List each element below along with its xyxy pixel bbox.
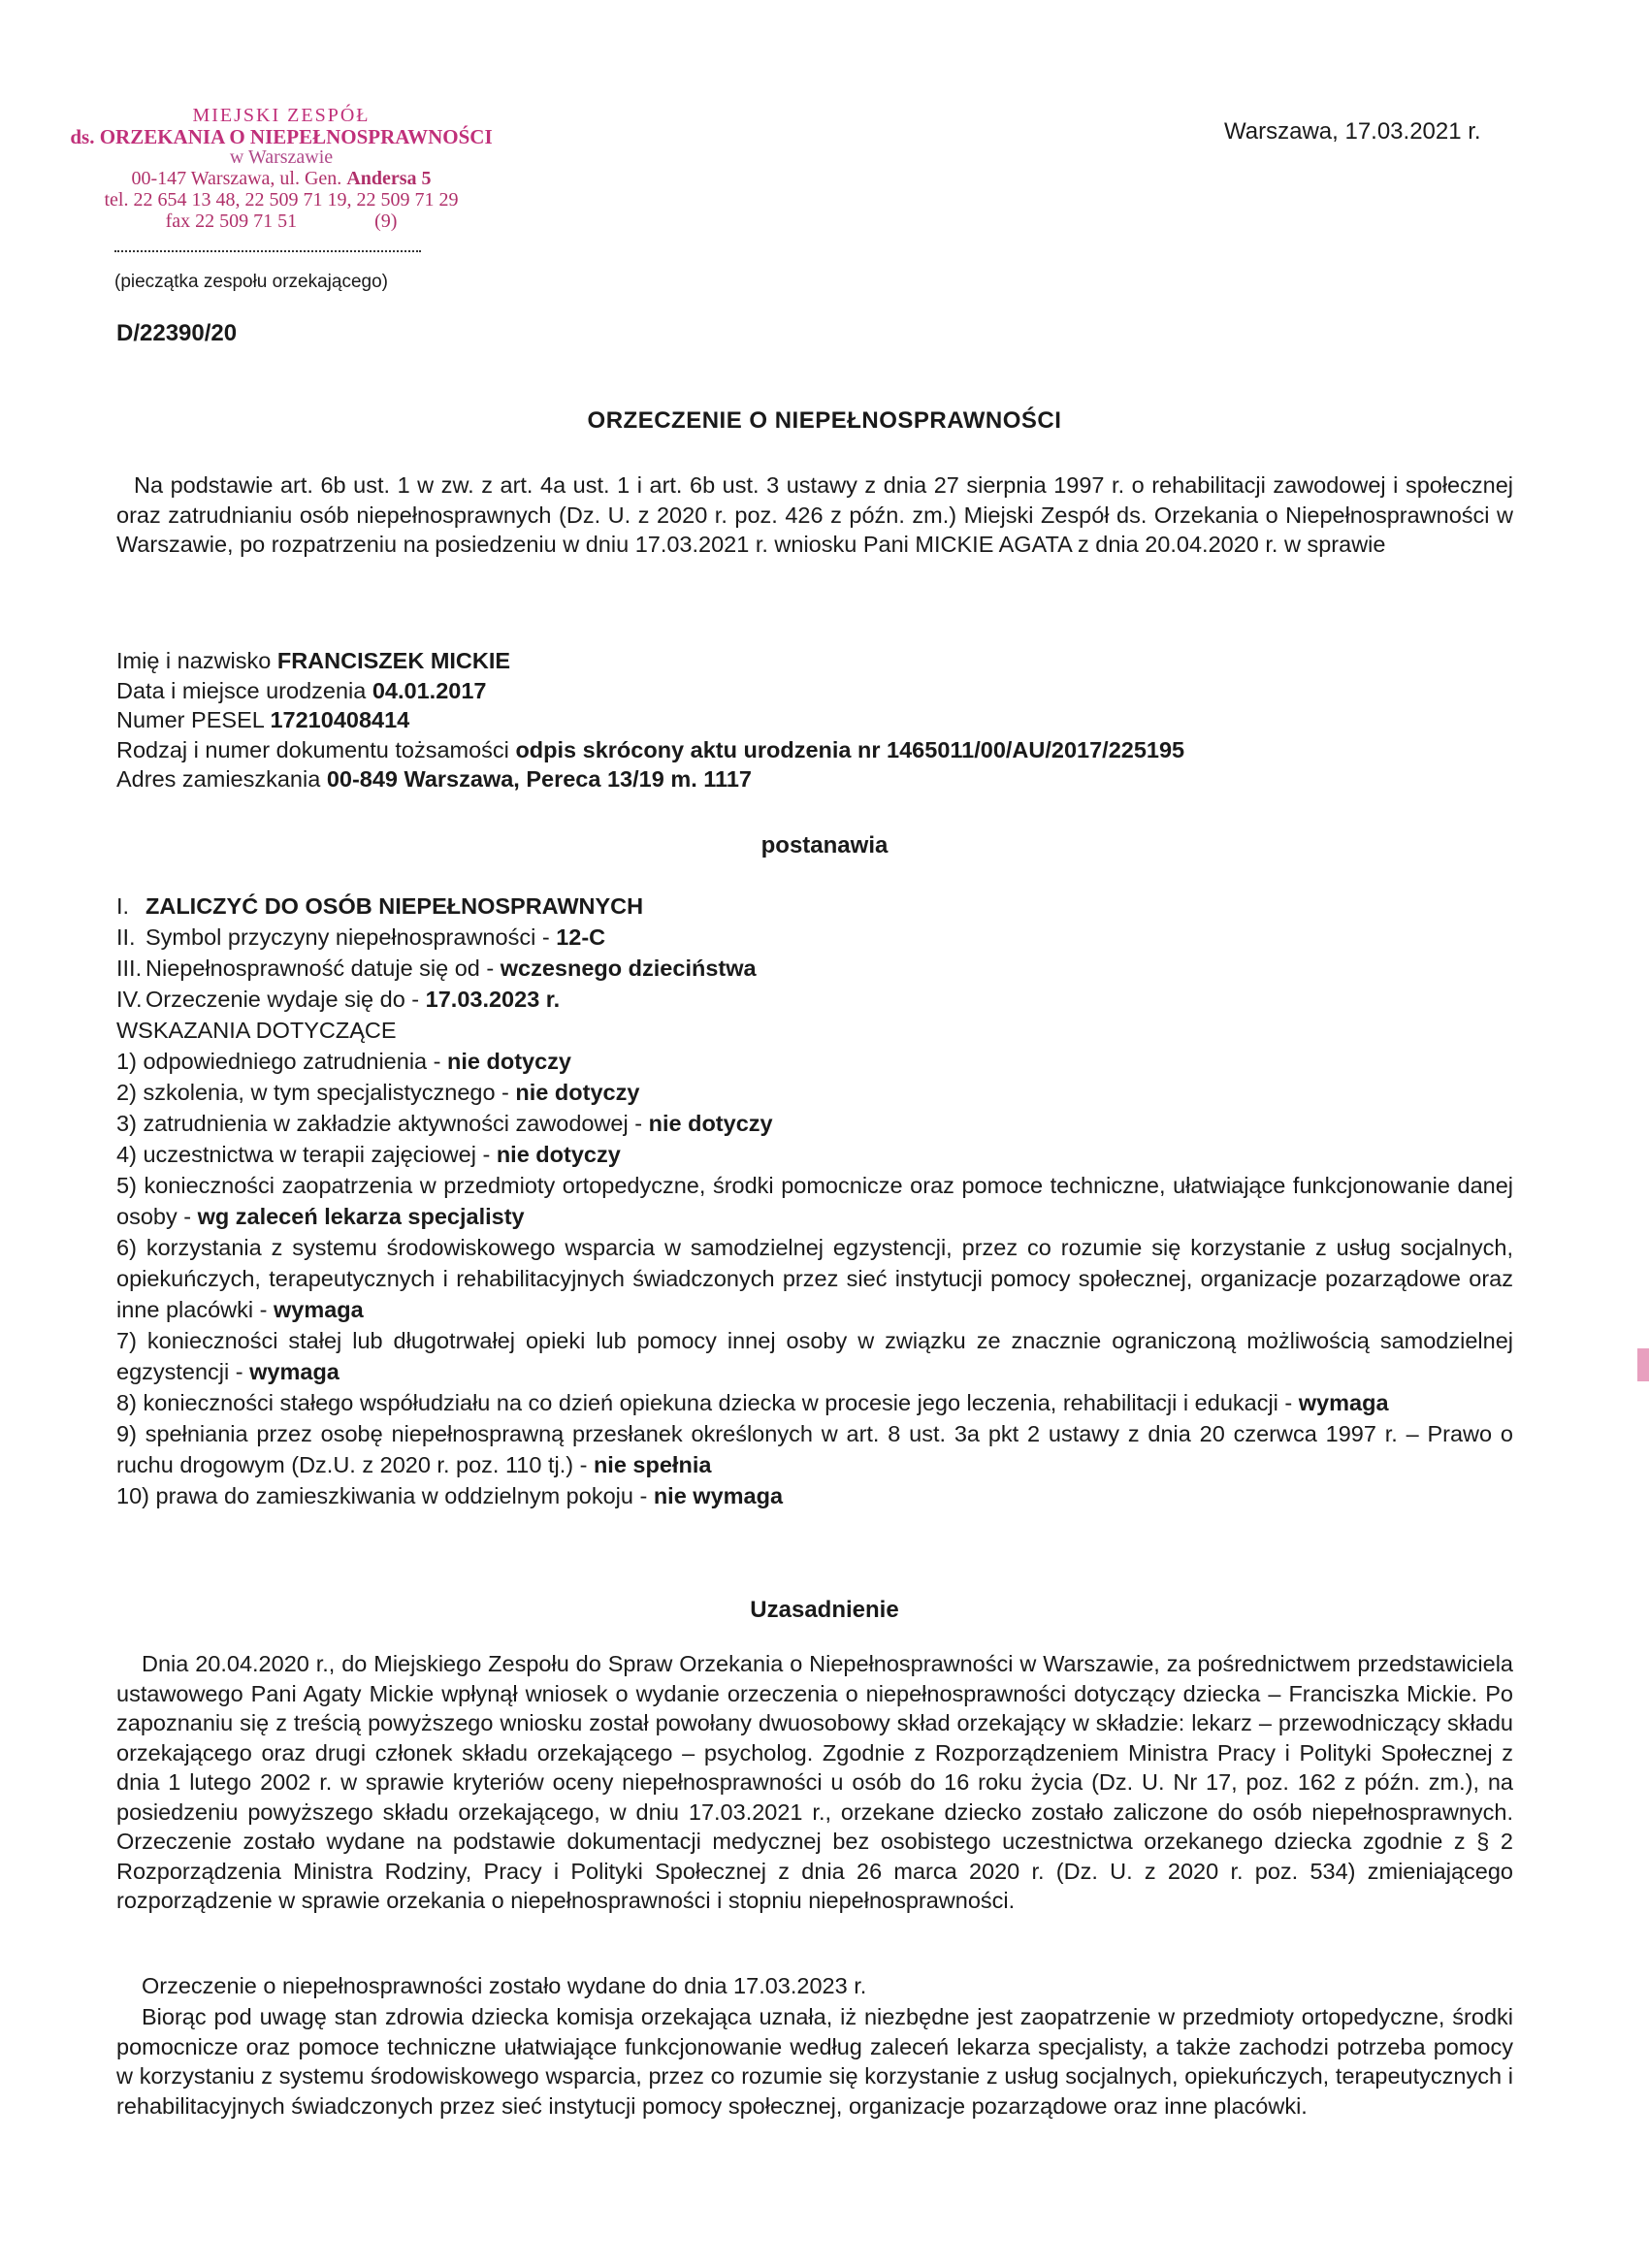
indications-heading: WSKAZANIA DOTYCZĄCE	[116, 1018, 397, 1043]
person-address-row: Adres zamieszkania 00-849 Warszawa, Pereca 13/19 m. 1117	[116, 766, 752, 792]
indication-item: 9) spełniania przez osobę niepełnosprawną przesłanek określonych w art. 8 ust. 3a pkt 2 ustawy z dnia 20 czerwca 1997 r. – Prawo o ruchu drogowym (Dz.U. z 2020 r. poz. 110 tj.) - nie spełnia	[116, 1421, 1513, 1477]
person-birth-date: 04.01.2017	[372, 677, 487, 703]
person-pesel: 17210408414	[270, 707, 410, 732]
person-name: FRANCISZEK MICKIE	[276, 648, 511, 673]
justification-paragraph-2: Orzeczenie o niepełnosprawności zostało wydane do dnia 17.03.2023 r.	[142, 1973, 867, 1998]
stamp-line-6: fax 22 509 71 51 (9)	[165, 211, 398, 232]
intro-paragraph: Na podstawie art. 6b ust. 1 w zw. z art. 4a ust. 1 i art. 6b ust. 3 ustawy z dnia 27 sierpnia 1997 r. o rehabilitacji zawodowej i społecznej oraz zatrudnianiu osób niepełnosprawnych (Dz. U. z 2020 r. poz. 426 z późn. zm.) Miejski Zespół ds. Orzekania o Niepełnosprawności w Warszawie, po rozpatrzeniu na posiedzeniu w dniu 17.03.2021 r. wniosku Pani MICKIE AGATA z dnia 20.04.2020 r. w sprawie	[116, 472, 1513, 557]
stamp-line-2: ds. ORZEKANIA O NIEPEŁNOSPRAWNOŚCI	[70, 125, 493, 148]
person-document: odpis skrócony aktu urodzenia nr 1465011/00/AU/2017/225195	[515, 736, 1185, 762]
decision-iv: IV. Orzeczenie wydaje się do - 17.03.2023 r.	[116, 987, 561, 1012]
indication-item: 6) korzystania z systemu środowiskowego wsparcia w samodzielnej egzystencji, przez co rozumie się korzystanie z usług socjalnych, opiekuńczych, terapeutycznych i rehabilitacyjnych świadczonych przez sieć instytucji pomocy społecznej, organizacje pozarządowe oraz inne placówki - wymaga	[116, 1235, 1513, 1322]
case-number: D/22390/20	[116, 320, 238, 346]
justification-paragraph-1: Dnia 20.04.2020 r., do Miejskiego Zespołu do Spraw Orzekania o Niepełnosprawności w Warszawie, za pośrednictwem przedstawiciela ustawowego Pani Agaty Mickie wpłynął wniosek o wydanie orzeczenia o niepełnosprawności dotyczący dziecka – Franciszka Mickie. Po zapoznaniu się z treścią powyższego wniosku został powołany dwuosobowy skład orzekający w składzie: lekarz – przewodniczący składu orzekającego oraz drugi członek składu orzekającego – psycholog. Zgodnie z Rozporządzeniem Ministra Pracy i Polityki Społecznej z dnia 1 lutego 2002 r. w sprawie kryteriów oceny niepełnosprawności u osób do 16 roku życia (Dz. U. Nr 17, poz. 162 z późn. zm.), na posiedzeniu powyższego składu orzekającego, w dniu 17.03.2021 r., orzekane dziecko zostało zaliczone do osób niepełnosprawnych. Orzeczenie zostało wydane na podstawie dokumentacji medycznej bez osobistego uczestnictwa orzekanego dziecka zgodnie z § 2 Rozporządzenia Ministra Rodziny, Pracy i Polityki Społecznej z dnia 26 marca 2020 r. (Dz. U. z 2020 r. poz. 534) zmieniającego rozporządzenie w sprawie orzekania o niepełnosprawności i stopniu niepełnosprawności.	[116, 1651, 1513, 1913]
office-stamp	[39, 105, 524, 232]
indication-item: 7) konieczności stałej lub długotrwałej opieki lub pomocy innej osoby w związku ze znacznie ograniczoną możliwością samodzielnej egzystencji - wymaga	[116, 1328, 1513, 1384]
person-details	[116, 646, 1513, 794]
stamp-caption: (pieczątka zespołu orzekającego)	[114, 272, 388, 292]
decision-iii: III. Niepełnosprawność datuje się od - wczesnego dzieciństwa	[116, 956, 757, 981]
decision-i: I. ZALICZYĆ DO OSÓB NIEPEŁNOSPRAWNYCH	[116, 893, 644, 919]
person-pesel-row: Numer PESEL 17210408414	[116, 707, 410, 732]
indication-item: 10) prawa do zamieszkiwania w oddzielnym pokoju - nie wymaga	[116, 1483, 784, 1508]
indication-item: 1) odpowiedniego zatrudnienia - nie dotyczy	[116, 1049, 571, 1074]
indication-item: 3) zatrudnienia w zakładzie aktywności zawodowej - nie dotyczy	[116, 1111, 773, 1136]
person-document-row: Rodzaj i numer dokumentu tożsamości odpis skrócony aktu urodzenia nr 1465011/00/AU/2017/225195	[116, 736, 1185, 762]
stamp-line-5: tel. 22 654 13 48, 22 509 71 19, 22 509 71 29	[104, 189, 459, 211]
indication-item: 4) uczestnictwa w terapii zajęciowej - nie dotyczy	[116, 1142, 621, 1167]
stamp-line-1: MIEJSKI ZESPÓŁ	[192, 105, 371, 126]
document-date: Warszawa, 17.03.2021 r.	[1224, 118, 1481, 145]
person-birth-row: Data i miejsce urodzenia 04.01.2017	[116, 677, 487, 703]
indication-item: 5) konieczności zaopatrzenia w przedmioty ortopedyczne, środki pomocnicze oraz pomoce techniczne, ułatwiające funkcjonowanie danej osoby - wg zaleceń lekarza specjalisty	[116, 1173, 1513, 1229]
indication-item: 2) szkolenia, w tym specjalistycznego - nie dotyczy	[116, 1080, 640, 1105]
decides-heading: postanawia	[760, 832, 889, 859]
document-title: ORZECZENIE O NIEPEŁNOSPRAWNOŚCI	[587, 407, 1062, 434]
justification-paragraph-3: Biorąc pod uwagę stan zdrowia dziecka komisja orzekająca uznała, iż niezbędne jest zaopatrzenie w przedmioty ortopedyczne, środki pomocnicze oraz pomoce techniczne ułatwiające funkcjonowanie według zaleceń lekarza specjalisty, a także zachodzi potrzeba pomocy w korzystaniu z systemu środowiskowego wsparcia, przez co rozumie się korzystanie z usług socjalnych, opiekuńczych, terapeutycznych i rehabilitacyjnych świadczonych przez sieć instytucji pomocy społecznej, organizacje pozarządowe oraz inne placówki.	[116, 2004, 1513, 2119]
decision-ii: II. Symbol przyczyny niepełnosprawności - 12-C	[116, 924, 606, 950]
justification-heading: Uzasadnienie	[750, 1597, 899, 1623]
person-name-row: Imię i nazwisko FRANCISZEK MICKIE	[116, 648, 511, 673]
stamp-line-4: 00-147 Warszawa, ul. Gen. Andersa 5	[131, 168, 432, 189]
person-address: 00-849 Warszawa, Pereca 13/19 m. 1117	[326, 766, 752, 792]
stamp-dotted-line	[114, 250, 421, 252]
decision-section	[116, 891, 1513, 1511]
indication-item: 8) konieczności stałego współudziału na co dzień opiekuna dziecka w procesie jego leczenia, rehabilitacji i edukacji - wymaga	[116, 1390, 1389, 1415]
stamp-line-3: w Warszawie	[229, 146, 334, 168]
edge-mark	[1637, 1348, 1649, 1381]
